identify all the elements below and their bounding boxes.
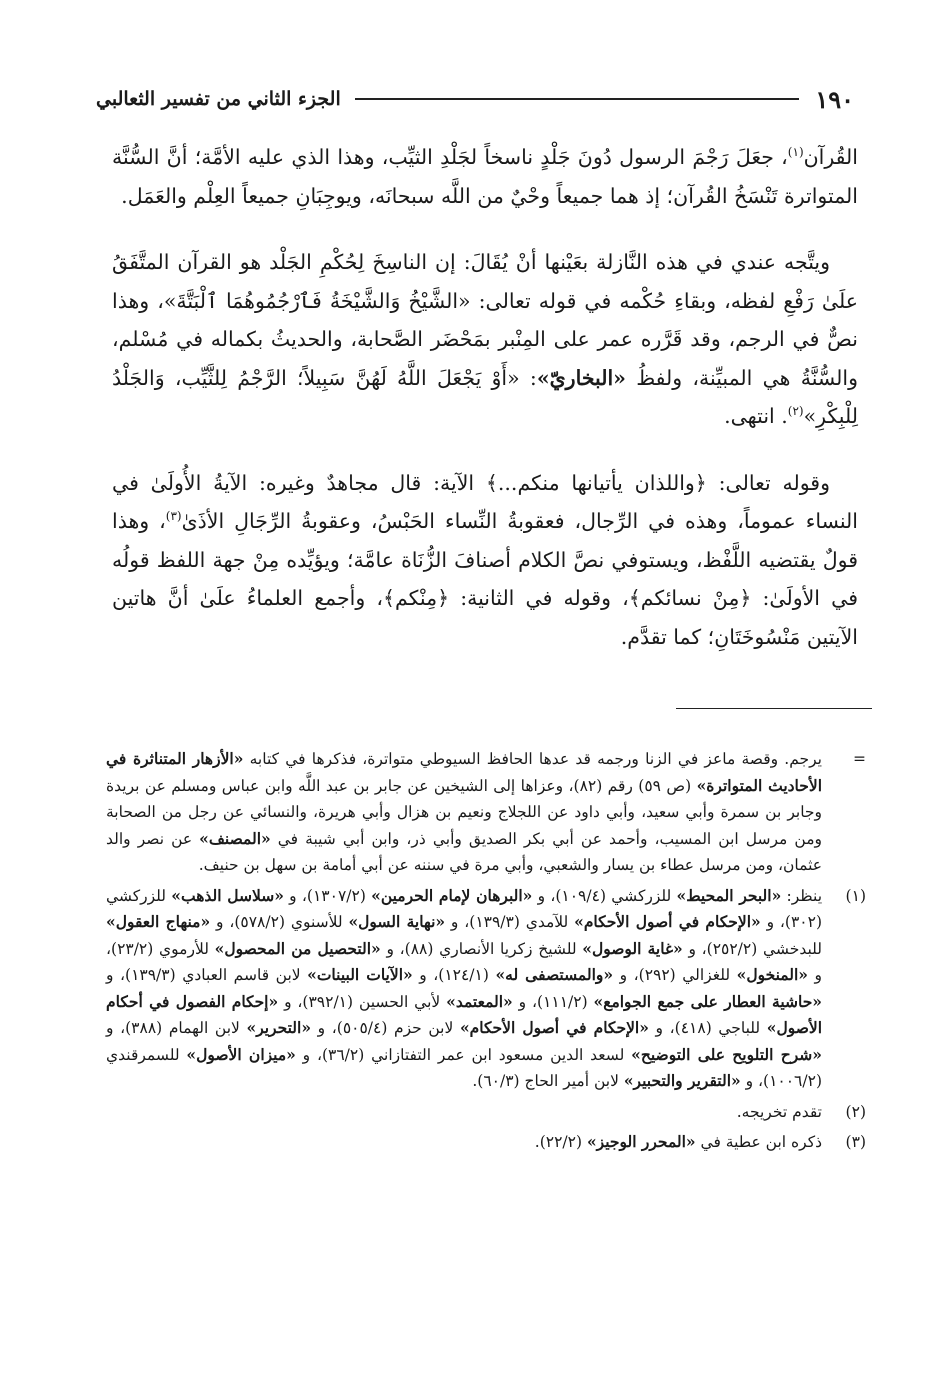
fn-part: للزركشي (٣٠٢)، و <box>106 886 823 931</box>
fn-book-title: «الإحكام في أصول الأحكام» <box>459 1018 649 1037</box>
footnote-text: تقدم تخريجه. <box>736 1102 822 1121</box>
fn-part: للأسنوي (٥٧٨/٢)، و <box>210 913 349 931</box>
fn-part: لابن الهمام (٣٨٨)، و <box>106 1019 247 1037</box>
fn-part: ذكره ابن عطية في <box>695 1133 822 1151</box>
fn-part: (ص ٥٩) رقم (٨٢)، وعزاها إلى الشيخين عن جابر بن عبد اللَّه وابن عباس ومسلم عن بريدة وجابر بن سمرة وأبي سعيد، وأبي داود عن اللجلاج ونعيم بن هزال وأبي هريرة، والنسائي عن رجل من الصحابة ومن مرسل ابن المسيب، وأحمد عن أبي بكر الصديق وأبي ذر، وابن أبي شيبة في <box>106 776 822 848</box>
fn-book-title: «البرهان لإمام الحرمين» <box>371 885 533 905</box>
header-rule <box>355 98 800 100</box>
fn-part: (١١١/٢)، و <box>512 992 594 1011</box>
footnote-ref-1: (١) <box>787 145 804 160</box>
fn-book-title: «إحكام الفصول في أحكام الأصول» <box>106 991 823 1037</box>
fn-part: (٢٢/٢). <box>534 1133 587 1151</box>
fn-book-title: «منهاج العقول» <box>106 912 211 931</box>
fn-book-title: «المنخول» <box>736 965 808 984</box>
p2-bukhari: «البخاريّ» <box>536 365 626 390</box>
fn-part: (١٢٤/١)، و <box>412 966 496 984</box>
fn-book-title: «ميزان الأصول» <box>186 1044 296 1064</box>
footnote-separator <box>676 708 872 709</box>
fn-book-title: «الإحكام في أصول الأحكام» <box>574 912 761 931</box>
paragraph-1 <box>112 138 858 215</box>
main-text <box>112 138 858 684</box>
p2-text-c: . انتهى. <box>724 404 788 428</box>
running-title: الجزء الثاني من تفسير الثعالبي <box>96 88 341 110</box>
footnote-ref-2: (٢) <box>787 404 804 419</box>
fn-part: ينظر: <box>781 886 823 905</box>
fn-book-title: «البحر المحيط» <box>676 885 782 905</box>
fn-book-title: «التحرير» <box>246 1018 312 1037</box>
footnote-1 <box>106 883 866 1095</box>
p1-text-b: ، جعَلَ رَجْمَ الرسول دُونَ جَلْدٍ ناسخاً لجَلْدِ الثيِّب، وهذا الذي عليه الأمَّة؛ أنَّ السُّنَّة المتواترة تَنْسَخُ القُرآن؛ إذ هما جميعاً وحْيٌ من اللَّه سبحانَه، ويوجِبَانِ جميعاً العِلْم والعَمَل. <box>112 145 858 208</box>
footnote-text <box>106 746 822 879</box>
fn-part: للآمدي (١٣٩/٣)، و <box>445 913 575 931</box>
page-number: ١٩٠ <box>815 84 854 114</box>
fn-part: للأرموي (٢٣/٢)، و <box>106 939 822 984</box>
fn-book-title: «حاشية العطار على جمع الجوامع» <box>593 991 822 1011</box>
fn-part: للغزالي (٢٩٢)، و <box>613 966 737 984</box>
fn-book-title: «المصنف» <box>199 828 271 848</box>
fn-part: يرجم. وقصة ماعز في الزنا ورجمه قد عدها الحافظ السيوطي متواترة، فذكرها في كتابه <box>243 750 822 768</box>
fn-book-title: «المعتمد» <box>446 991 513 1011</box>
fn-book-title: «المحرر الوجيز» <box>586 1132 696 1151</box>
fn-book-title: «شرح التلويح على التوضيح» <box>631 1044 822 1064</box>
footnote-text <box>106 1129 822 1156</box>
footnote-continuation <box>106 746 866 879</box>
p2-text-a: ويتَّجه عندي في هذه النَّازلة بعَيْنها أنْ يُقَالَ: إن الناسِخَ لِحُكْمِ الجَلْد هو القرآن المتَّفَقُ علَىٰ رَفْعِ لفظه، وبقاءِ حُكْمه في قوله تعالى: «الشَّيْخُ وَالشَّيْخَةُ فَٱرْجُمُوهُمَا ٱلْبَتَّةَ»، وهذا نصٌّ في الرجم، وقد قَرَّره عمر على المِنْبر بمَحْضَر الصَّحابة، والحديثُ بكماله في مُسْلم، والسُّنَّةُ هي المبيِّنة، ولفظُ <box>112 250 859 390</box>
fn-part: لابن حزم (٥٠٥/٤)، و <box>311 1019 460 1037</box>
p2-text-b: : «أَوْ يَجْعَلَ اللَّهُ لَهُنَّ سَبِيلاً؛ الرَّجْمُ لِلثَّيِّب، وَالجَلْدُ لِلْبِكْرِ» <box>112 365 858 428</box>
fn-part: لسعد الدين مسعود ابن عمر التفتازاني (٣٦/٢)، و <box>295 1045 632 1064</box>
footnote-text <box>106 883 822 1095</box>
fn-part: للشيخ زكريا الأنصاري (٨٨)، و <box>380 939 583 958</box>
fn-part: للبدخشي (٢٥٢/٢)، و <box>682 939 822 958</box>
fn-part: (١٣٠٧/٢)، و <box>283 886 372 905</box>
fn-book-title: «التحصيل من المحصول» <box>214 938 381 958</box>
footnote-mark: (٢) <box>845 1102 866 1121</box>
p3-text-b: ، وهذا قولٌ يقتضيه اللَّفْظ، ويستوفي نصَّ الكلام أصنافَ الزُّنَاة عامَّة؛ ويؤيِّده مِنْ جهة اللفظ قولُه في الأولَىٰ: ﴿مِنْ نسائكم﴾، وقوله في الثانية: ﴿مِنْكم﴾، وأجمع العلماءُ علَىٰ أنَّ هاتين الآيتين مَنْسُوخَتَانِ؛ كما تقدَّم. <box>112 509 858 649</box>
fn-part: لابن قاسم العبادي (١٣٩/٣)، و <box>106 966 308 984</box>
p1-text-a: القُرآن <box>803 145 858 169</box>
footnote-mark: (١) <box>845 886 866 905</box>
footnotes <box>106 746 866 1160</box>
footnote-mark: (٣) <box>845 1133 866 1151</box>
page-header <box>96 82 854 116</box>
fn-book-title: «سلاسل الذهب» <box>171 885 284 905</box>
fn-part: للباجي (٤١٨)، و <box>648 1019 767 1037</box>
footnote-3 <box>106 1129 866 1156</box>
footnote-2 <box>106 1099 866 1126</box>
fn-part: للزركشي (١٠٩/٤)، و <box>532 886 677 905</box>
fn-book-title: «التقرير والتحبير» <box>623 1071 741 1090</box>
fn-part: لأبي الحسين (٣٩٢/١)، و <box>278 992 447 1011</box>
footnote-ref-3: (٣) <box>165 509 182 524</box>
fn-book-title: «نهاية السول» <box>348 912 446 931</box>
fn-part: لابن أمير الحاج (٦٠/٣). <box>472 1072 624 1090</box>
fn-book-title: «غاية الوصول» <box>582 938 683 958</box>
fn-book-title: «والمستصفى له» <box>495 965 614 984</box>
fn-part: عن نصر والد عثمان، ومن مرسل عطاء بن يسار والشعبي، وأبي مرة في سننه عن أبي أمامة بن سهل بن حنيف. <box>106 829 822 874</box>
paragraph-2 <box>112 243 858 436</box>
fn-book-title: «الأزهار المتناثرة في الأحاديث المتواترة» <box>106 749 823 795</box>
fn-book-title: «الآيات البينات» <box>307 965 413 984</box>
p3-text-a: وقوله تعالى: ﴿واللذان يأتيانها منكم...﴾ الآية: قال مجاهدٌ وغيره: الآيةُ الأُولَىٰ في النساء عموماً، وهذه في الرِّجال، فعقوبةُ النِّساء الحَبْسُ، وعقوبةُ الرِّجَالِ الأذَىٰ <box>112 470 858 533</box>
fn-part: للسمرقندي (١٠٠٦/٢)، و <box>106 1045 822 1090</box>
paragraph-3 <box>112 464 858 657</box>
footnote-mark: = <box>853 750 866 768</box>
